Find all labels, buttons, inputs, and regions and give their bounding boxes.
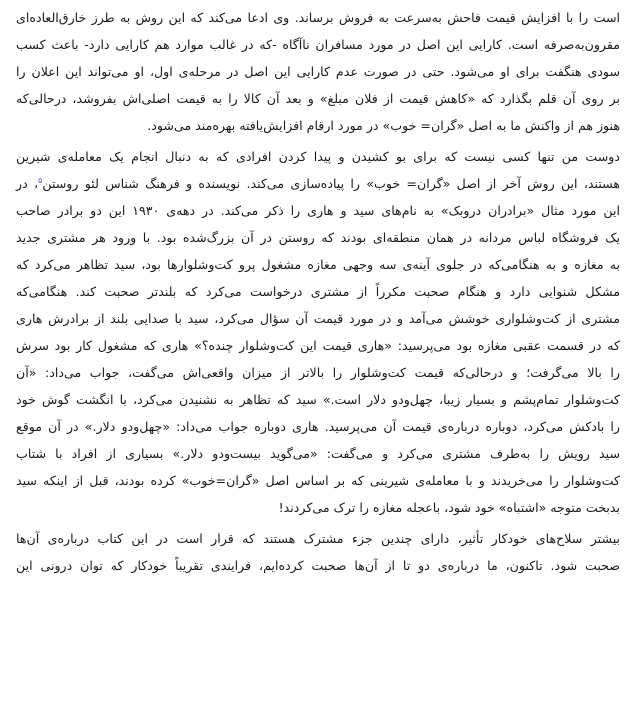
text-line: صحبت شود. تاکنون، ما درباره‌ی دو تا از آن‌ها صحبت کرده‌ایم، فرایندی تقریباً خودکار که توان درونی این	[16, 558, 620, 573]
text-line: بدبخت متوجه «اشتباه» خود شود، باعجله مغازه را ترک می‌کردند!	[278, 500, 620, 515]
text-line: کت‌وشلوار تمام‌پشم و بسیار زیبا، چهل‌ودو دلار است.» سید که تظاهر به نشنیدن می‌کرد، با انگشت گوش خود	[16, 392, 620, 407]
text-line: را بادکش می‌کرد، دوباره درباره‌ی قیمت آن می‌پرسید. هاری دوباره جواب می‌داد: «چهل‌ودو دلار.» در آن موقع	[16, 419, 620, 434]
text-line: یک فروشگاه لباس مردانه در همان منطقه‌ای بودند که روستن در آن بزرگ‌شده بود. با ورود هر مشتری جدید	[16, 230, 620, 245]
text-line: کت‌وشلوار را می‌خریدند و با معامله‌ی شیرینی که بر اساس اصل «گران=خوب» کرده بودند، قبل از اینکه سید	[16, 473, 620, 488]
text-line: مشتری از کت‌وشلواری خوشش می‌آمد و در مورد قیمت آن سؤال می‌کرد، سید با صدایی بلند از برادرش هاری	[16, 311, 620, 326]
text-line-segment: ، در	[16, 176, 39, 191]
text-line: این مورد مثال «برادران دروبک» به نام‌های سید و هاری را ذکر می‌کند. در دهه‌ی ۱۹۳۰ این دو برادر صاحب	[16, 203, 620, 218]
text-line: مقرون‌به‌صرفه است. کارایی این اصل در مورد مسافران ناآگاه -که در غالب موارد هم کارایی دارد- باعث کسب	[16, 37, 620, 52]
text-line-with-footnote	[16, 170, 620, 197]
text-line: بر روی آن قلم بگذارد که «کاهش قیمت از فلان مبلغ» و بعد آن کالا را به قیمت اصلی‌اش بفروشد، درحالی‌که	[16, 91, 620, 106]
text-line: است را با افزایش قیمت فاحش به‌سرعت به فروش برساند. وی ادعا می‌کند که این روش به طرز خارق‌العاده‌ای	[16, 10, 620, 25]
text-line: را بالا می‌گرفت؛ و درحالی‌که قیمت کت‌وشلوار را بالاتر از میزان واقعی‌اش می‌گفت، جواب می‌داد: «آن	[16, 365, 620, 380]
text-line: سید رویش را به‌طرف مشتری می‌کرد و می‌گفت: «می‌گوید بیست‌ودو دلار.» بسیاری از افراد با شتاب	[16, 446, 620, 461]
text-line-segment: هستند، این روش آخر از اصل «گران= خوب» را پیاده‌سازی می‌کند. نویسنده و فرهنگ شناس لئو روستن	[42, 176, 620, 191]
text-line: مشکل شنوایی دارد و هنگام صحبت مکرراً از مشتری درخواست می‌کرد که بلندتر صحبت کند. هنگامی‌که	[16, 284, 620, 299]
text-line: به مغازه و به هنگامی‌که در جلوی آینه‌ی سه وجهی مغازه مشغول پرو کت‌وشلوارها بود، سید تظاهر می‌کرد که	[16, 257, 620, 272]
paragraph-1	[16, 4, 620, 139]
footnote-marker[interactable]: ۵	[38, 175, 43, 185]
paragraph-3	[16, 525, 620, 579]
text-line: که در قسمت عقبی مغازه بود می‌پرسید: «هاری قیمت این کت‌وشلوار چنده؟» هاری که مشغول کار بود سرش	[16, 338, 620, 353]
text-line: سودی هنگفت برای او می‌شود. حتی در صورت عدم کارایی این اصل در مرحله‌ی اول، او می‌تواند این اعلان را	[16, 64, 620, 79]
paragraph-2	[16, 143, 620, 521]
text-line: دوست من تنها کسی نیست که برای بو کشیدن و پیدا کردن افرادی که به دنبال انجام یک معامله‌ی شیرین	[16, 149, 620, 164]
text-line: هنوز هم از واکنش ما به اصل «گران= خوب» در مورد ارقام افزایش‌یافته بهره‌مند می‌شود.	[147, 118, 620, 133]
text-line: بیشتر سلاح‌های خودکار تأثیر، دارای چندین جزء مشترک هستند که قرار است در این کتاب درباره‌ی آن‌ها	[16, 531, 620, 546]
